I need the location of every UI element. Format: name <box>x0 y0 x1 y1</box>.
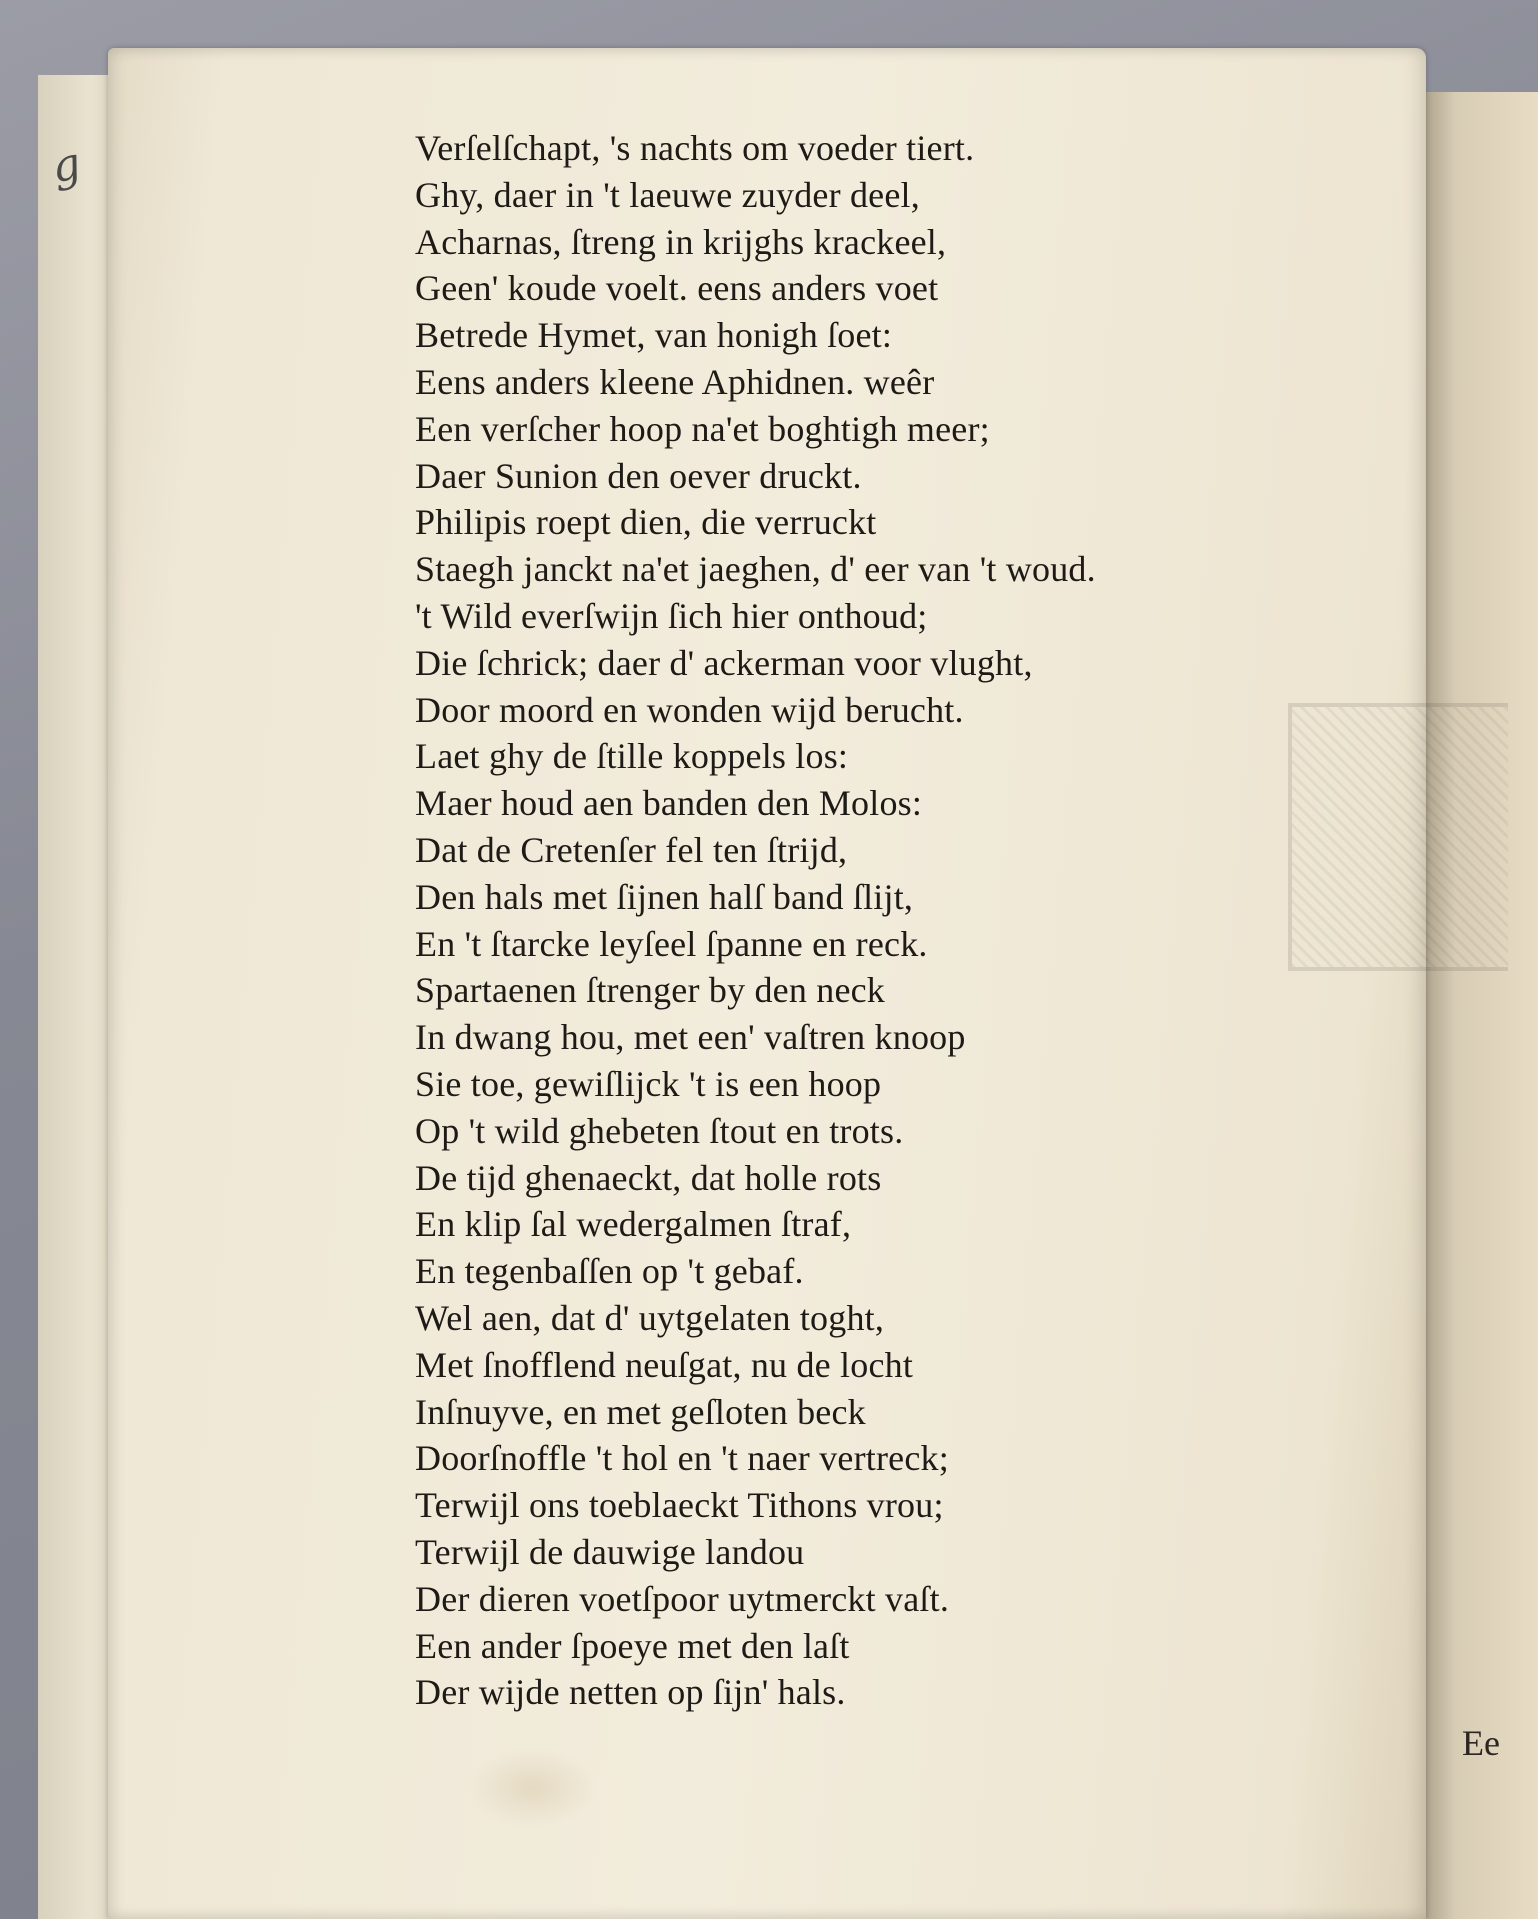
pencil-mark: g <box>47 137 86 194</box>
verse-line: Door moord en wonden wijd berucht. <box>415 689 964 730</box>
verse-line: 't Wild everſwijn ſich hier onthoud; <box>415 595 928 636</box>
verse-line: Betrede Hymet, van honigh ſoet: <box>415 315 893 356</box>
verse-line: Inſnuyve, en met geſloten beck <box>415 1391 866 1432</box>
verse-line: Staegh janckt na'et jaeghen, d' eer van 't woud. <box>415 549 1096 590</box>
verse-line: Dat de Cretenſer fel ten ſtrijd, <box>415 829 848 870</box>
verse-line: Doorſnoffle 't hol en 't naer vertreck; <box>415 1438 949 1479</box>
verse-line: En klip ſal wedergalmen ſtraf, <box>415 1204 852 1245</box>
verse-line: Daer Sunion den oever druckt. <box>415 455 862 496</box>
verse-line: Sie toe, gewiſlijck 't is een hoop <box>415 1063 882 1104</box>
verse-line: Acharnas, ſtreng in krijghs krackeel, <box>415 221 947 262</box>
verse-line: De tijd ghenaeckt, dat holle rots <box>415 1157 882 1198</box>
verse-line: Ghy, daer in 't laeuwe zuyder deel, <box>415 174 920 215</box>
verse-line: Der dieren voetſpoor uytmerckt vaſt. <box>415 1578 950 1619</box>
right-page-text-fragment: Ee <box>1462 1723 1500 1763</box>
verse-line: Den hals met ſijnen halſ band ſlijt, <box>415 876 914 917</box>
verse-line: Die ſchrick; daer d' ackerman voor vlught, <box>415 642 1033 683</box>
paper-stain <box>468 1748 598 1828</box>
verse-line: Geen' koude voelt. eens anders voet <box>415 268 939 309</box>
verse-line: Een verſcher hoop na'et boghtigh meer; <box>415 408 990 449</box>
verse-line: Der wijde netten op ſijn' hals. <box>415 1672 846 1713</box>
verse-line: Maer houd aen banden den Molos: <box>415 783 923 824</box>
poem-verse <box>415 125 1375 1740</box>
verse-line: Spartaenen ſtrenger by den neck <box>415 970 885 1011</box>
verse-line: In dwang hou, met een' vaſtren knoop <box>415 1017 966 1058</box>
verse-line: Wel aen, dat d' uytgelaten toght, <box>415 1297 885 1338</box>
verse-line: Laet ghy de ſtille koppels los: <box>415 736 849 777</box>
verse-line: Terwijl de dauwige landou <box>415 1531 805 1572</box>
verse-line: En 't ſtarcke leyſeel ſpanne en reck. <box>415 923 928 964</box>
verse-line: Eens anders kleene Aphidnen. weêr <box>415 361 935 402</box>
verse-line: Verſelſchapt, 's nachts om voeder tiert. <box>415 128 975 168</box>
verse-line: Op 't wild ghebeten ſtout en trots. <box>415 1110 904 1151</box>
verse-line: Met ſnofflend neuſgat, nu de locht <box>415 1344 914 1385</box>
verse-line: Philipis roept dien, die verruckt <box>415 502 877 543</box>
verse-line: Terwijl ons toeblaeckt Tithons vrou; <box>415 1485 944 1526</box>
verse-line: En tegenbaſſen op 't gebaf. <box>415 1251 804 1292</box>
verse-line: Een ander ſpoeye met den laſt <box>415 1625 850 1666</box>
